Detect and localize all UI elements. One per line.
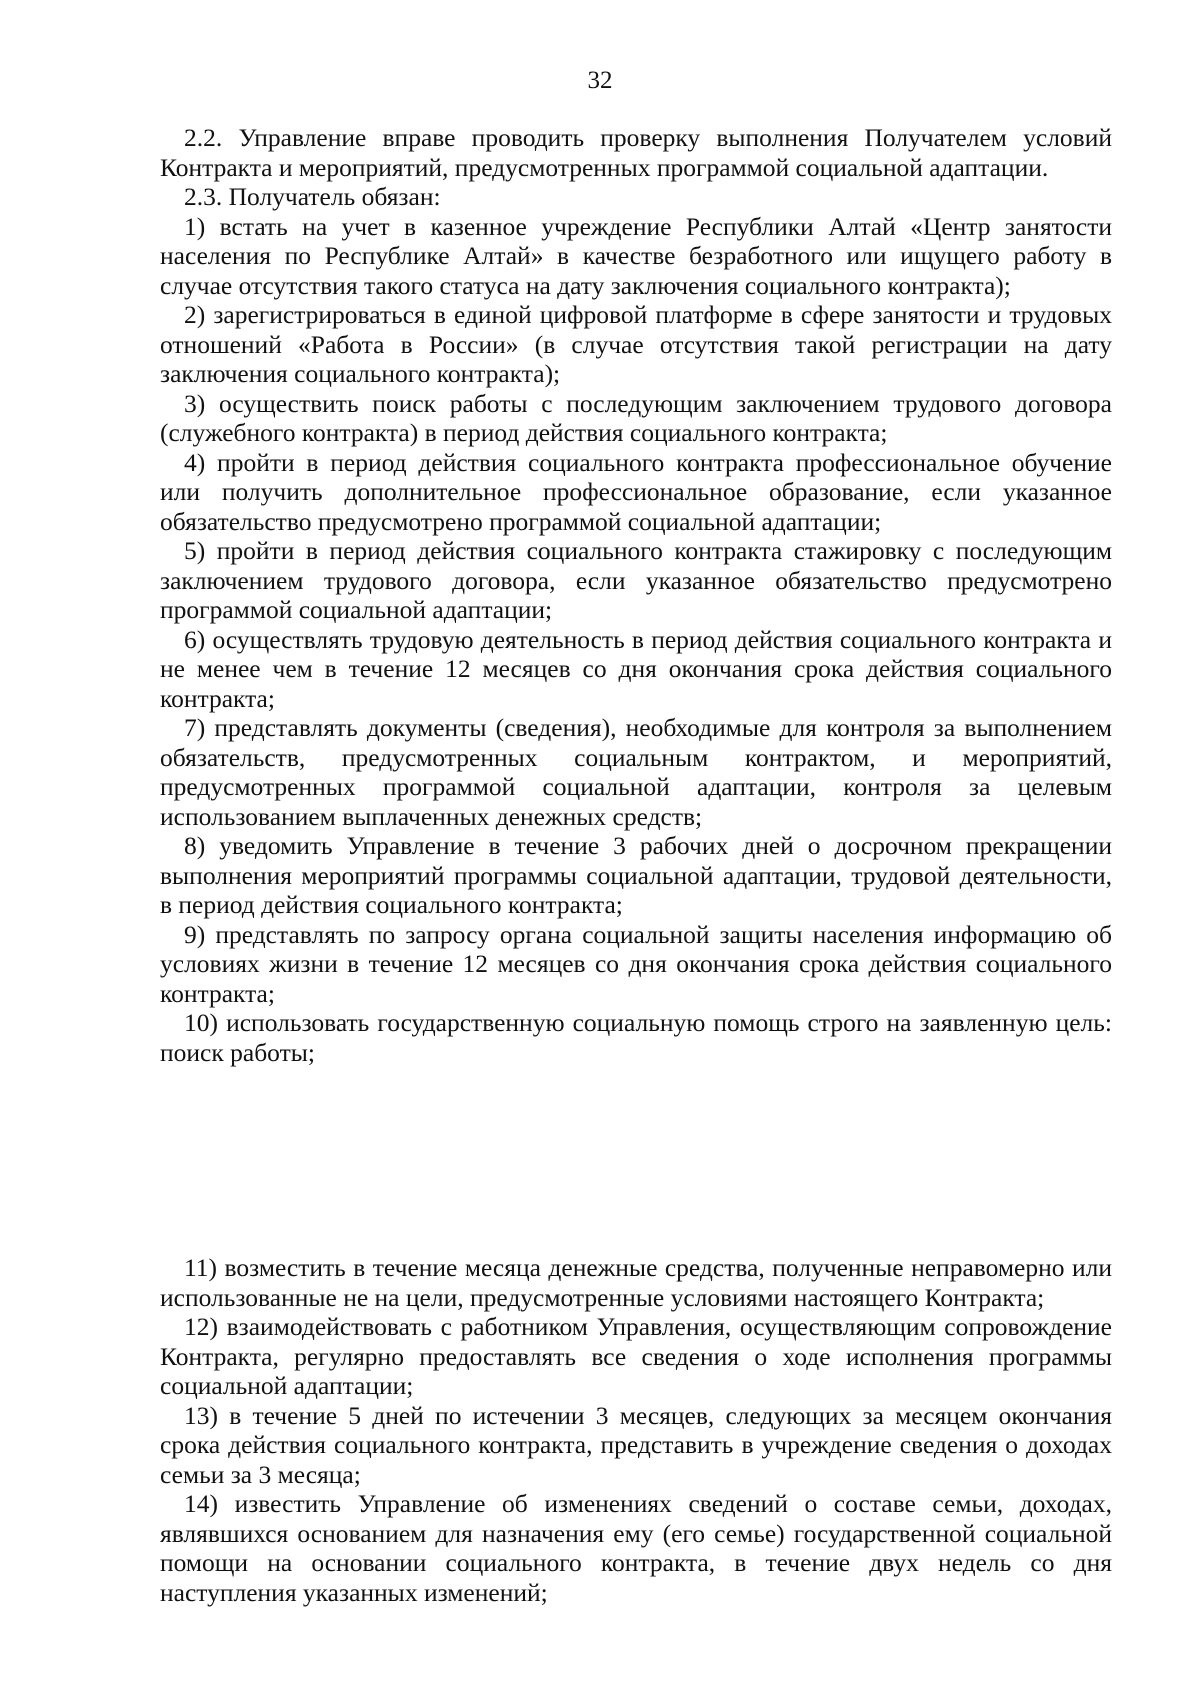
obligation-item-7: 7) представлять документы (сведения), необходимые для контроля за выполнением обязательств, предусмотренных социальным контрактом, и мероприятий, предусмотренных программой социальной адаптации, контроля за целевым использованием выплаченных денежных средств; [160,713,1112,831]
obligation-item-6: 6) осуществлять трудовую деятельность в период действия социального контракта и не менее чем в течение 12 месяцев со дня окончания срока действия социального контракта; [160,624,1112,713]
obligation-item-1: 1) встать на учет в казенное учреждение Республики Алтай «Центр занятости населения по Республике Алтай» в качестве безработного или ищущего работу в случае отсутствия такого статуса на дату заключения социального контракта); [160,211,1112,300]
obligation-item-3: 3) осуществить поиск работы с последующим заключением трудового договора (служебного контракта) в период действия социального контракта; [160,388,1112,447]
obligation-item-4: 4) пройти в период действия социального контракта профессиональное обучение или получить дополнительное профессиональное образование, если указанное обязательство предусмотрено программой социальной адаптации; [160,447,1112,536]
obligation-item-10: 10) использовать государственную социальную помощь строго на заявленную цель: поиск работы; [160,1008,1112,1067]
contract-text-upper [160,123,1112,1067]
obligation-item-13: 13) в течение 5 дней по истечении 3 месяцев, следующих за месяцем окончания срока действия социального контракта, представить в учреждение сведения о доходах семьи за 3 месяца; [160,1400,1112,1489]
paragraph-2-2: 2.2. Управление вправе проводить проверку выполнения Получателем условий Контракта и мероприятий, предусмотренных программой социальной адаптации. [160,123,1112,182]
page-number: 32 [587,67,613,94]
obligation-item-9: 9) представлять по запросу органа социальной защиты населения информацию об условиях жизни в течение 12 месяцев со дня окончания срока действия социального контракта; [160,919,1112,1008]
obligation-item-5: 5) пройти в период действия социального контракта стажировку с последующим заключением трудового договора, если указанное обязательство предусмотрено программой социальной адаптации; [160,536,1112,624]
obligation-item-2: 2) зарегистрироваться в единой цифровой платформе в сфере занятости и трудовых отношений «Работа в России» (в случае отсутствия такой регистрации на дату заключения социального контракта); [160,300,1112,388]
obligation-item-11: 11) возместить в течение месяца денежные средства, полученные неправомерно или использованные не на цели, предусмотренные условиями настоящего Контракта; [160,1253,1112,1312]
obligation-item-12: 12) взаимодействовать с работником Управления, осуществляющим сопровождение Контракта, регулярно предоставлять все сведения о ходе исполнения программы социальной адаптации; [160,1312,1112,1400]
obligation-item-14: 14) известить Управление об изменениях сведений о составе семьи, доходах, являвшихся основанием для назначения ему (его семье) государственной социальной помощи на основании социального контракта, в течение двух недель со дня наступления указанных изменений; [160,1489,1112,1607]
obligation-item-8: 8) уведомить Управление в течение 3 рабочих дней о досрочном прекращении выполнения мероприятий программы социальной адаптации, трудовой деятельности, в период действия социального контракта; [160,831,1112,919]
contract-text-lower [160,1253,1112,1607]
paragraph-2-3: 2.3. Получатель обязан: [184,182,441,211]
